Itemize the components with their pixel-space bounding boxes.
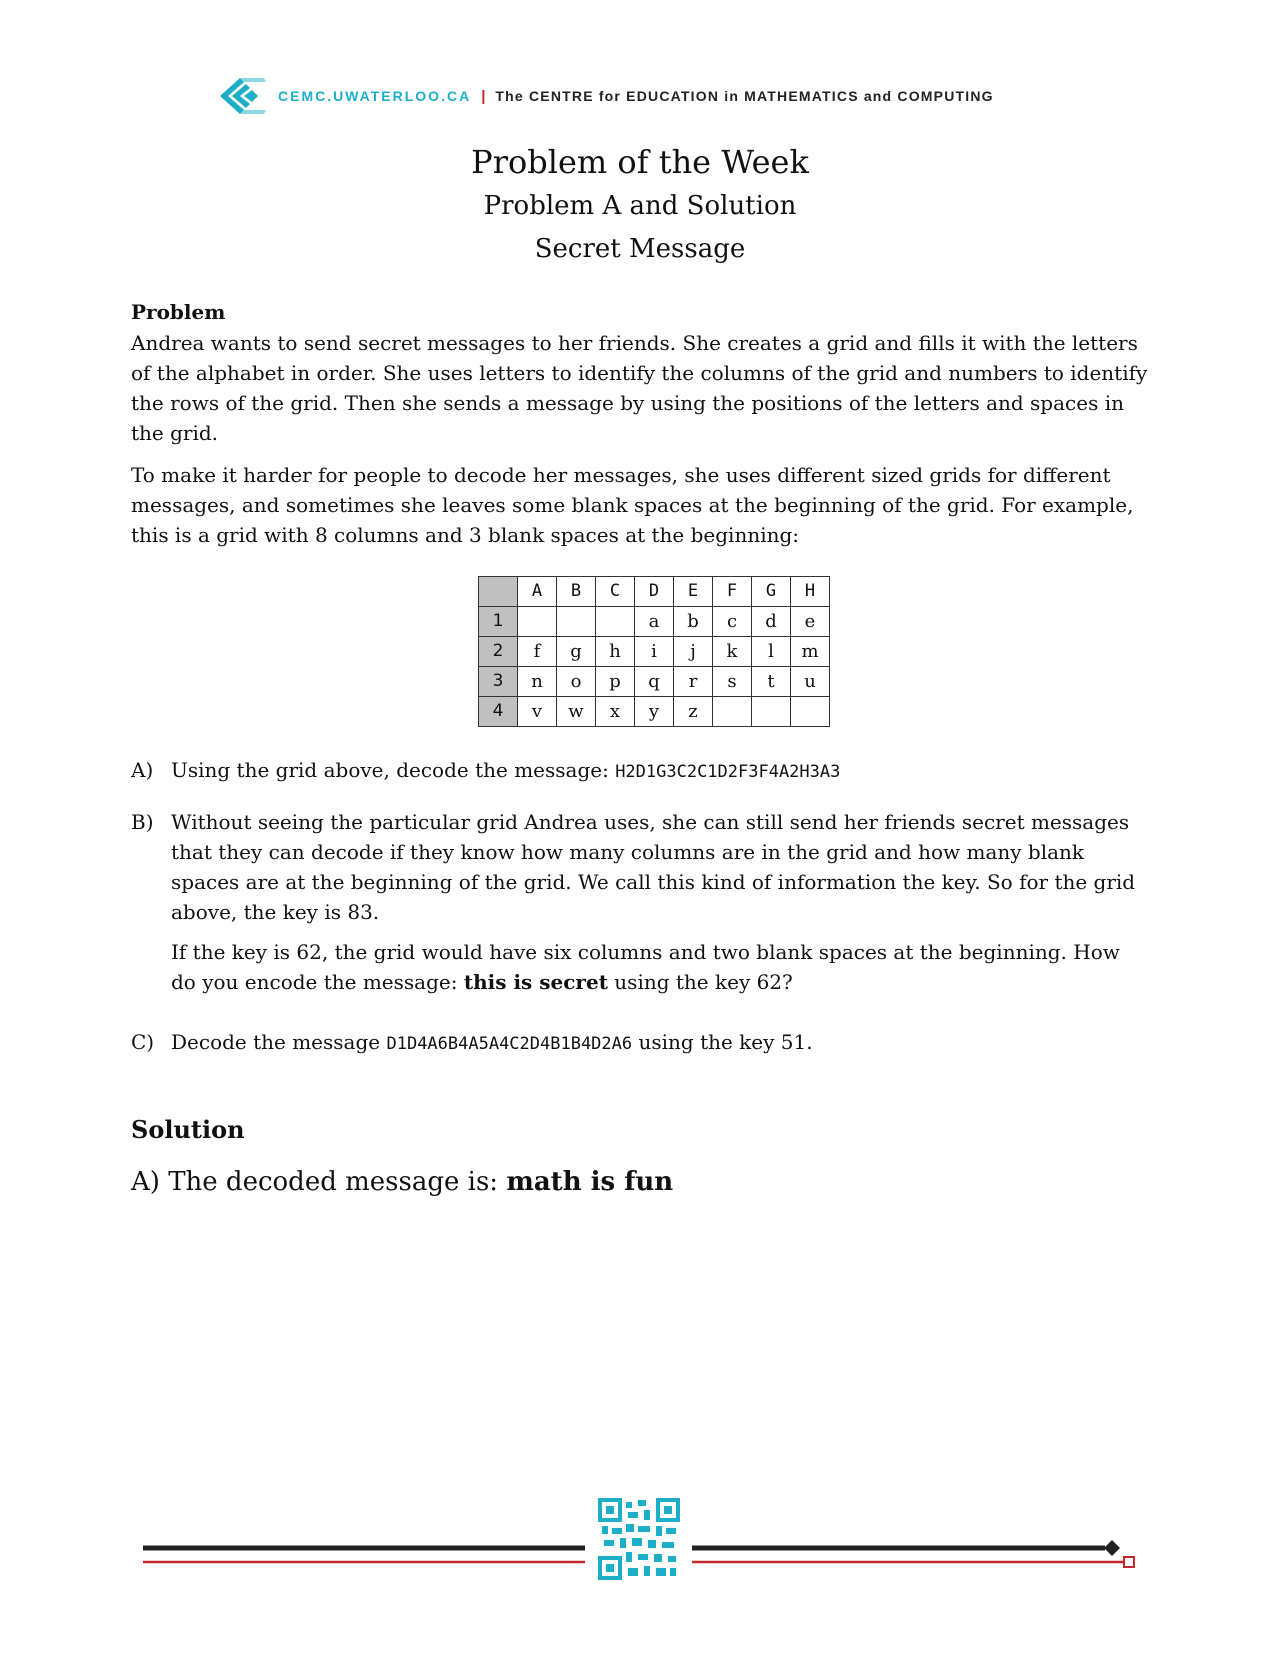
- grid-column-header: C: [596, 577, 635, 607]
- cipher-grid-container: [131, 576, 1151, 727]
- grid-column-header: G: [752, 577, 791, 607]
- question-c-prompt: Decode the message: [171, 1030, 381, 1054]
- grid-cell: h: [596, 637, 635, 667]
- question-c-text: [171, 1027, 1151, 1059]
- grid-cell: m: [791, 637, 830, 667]
- grid-cell: a: [635, 607, 674, 637]
- centre-name: The CENTRE for EDUCATION in MATHEMATICS and COMPUTING: [495, 88, 994, 104]
- footer-square-icon: [1124, 1557, 1134, 1567]
- question-c-label: C): [131, 1030, 155, 1054]
- grid-cell: s: [713, 667, 752, 697]
- solution-a-answer: math is fun: [506, 1167, 674, 1197]
- question-b-paragraph-2: [171, 937, 1151, 997]
- problem-heading: Problem: [131, 300, 226, 324]
- question-c-code: D1D4A6B4A5A4C2D4B1B4D2A6: [386, 1034, 633, 1054]
- footer-diamond-icon: [1104, 1540, 1120, 1556]
- grid-cell: o: [557, 667, 596, 697]
- grid-cell: i: [635, 637, 674, 667]
- grid-column-header: E: [674, 577, 713, 607]
- grid-cell: e: [791, 607, 830, 637]
- question-a: [131, 755, 1151, 787]
- grid-corner: [479, 577, 518, 607]
- question-b-paragraph-1: Without seeing the particular grid Andrea uses, she can still send her friends secret messages that they can decode if they know how many columns are in the grid and how many blank spaces are at the beginning of the grid. We call this kind of information the key. So for the grid above, the key is 83.: [171, 810, 1136, 924]
- grid-cell: y: [635, 697, 674, 727]
- solution-a-label: A): [131, 1167, 160, 1197]
- question-b-message: this is secret: [463, 970, 608, 994]
- question-c-prompt-end: using the key 51.: [638, 1030, 813, 1054]
- grid-cell: [752, 697, 791, 727]
- grid-cell: u: [791, 667, 830, 697]
- question-b-label: B): [131, 810, 154, 834]
- question-b: [131, 807, 1151, 1007]
- cemc-logo-icon: [218, 74, 268, 118]
- solution-heading: Solution: [131, 1115, 245, 1144]
- grid-row: [479, 637, 830, 667]
- grid-cell: d: [752, 607, 791, 637]
- grid-cell: [596, 607, 635, 637]
- title-block: [0, 140, 1280, 270]
- question-a-code: H2D1G3C2C1D2F3F4A2H3A3: [615, 762, 841, 782]
- page-title: Problem of the Week: [471, 143, 809, 181]
- grid-cell: [713, 697, 752, 727]
- grid-cell: n: [518, 667, 557, 697]
- grid-cell: r: [674, 667, 713, 697]
- grid-column-header-row: [479, 577, 830, 607]
- question-a-label: A): [131, 758, 154, 782]
- grid-cell: j: [674, 637, 713, 667]
- question-a-prompt: Using the grid above, decode the message:: [171, 758, 609, 782]
- question-c: [131, 1027, 1151, 1059]
- grid-row-header: 4: [479, 697, 518, 727]
- main-content: [131, 300, 1151, 1200]
- solution-answer-a: [131, 1164, 1151, 1200]
- grid-cell: z: [674, 697, 713, 727]
- grid-row-header: 3: [479, 667, 518, 697]
- grid-cell: b: [674, 607, 713, 637]
- grid-row: [479, 697, 830, 727]
- page-header: [218, 74, 994, 118]
- qr-code-icon: [598, 1498, 680, 1580]
- grid-cell: l: [752, 637, 791, 667]
- grid-cell: c: [713, 607, 752, 637]
- problem-paragraph-2: To make it harder for people to decode her messages, she uses different sized grids for different messages, and sometimes she leaves some blank spaces at the beginning of the grid. For example, this is a grid with 8 columns and 3 blank spaces at the beginning:: [131, 463, 1134, 547]
- question-b-prompt: If the key is 62, the grid would have six columns and two blank spaces at the beginning. How do you encode the message:: [171, 940, 1120, 994]
- header-separator: |: [481, 87, 486, 105]
- grid-cell: x: [596, 697, 635, 727]
- grid-cell: p: [596, 667, 635, 697]
- question-b-prompt-end: using the key 62?: [614, 970, 793, 994]
- grid-cell: [557, 607, 596, 637]
- grid-row: [479, 607, 830, 637]
- grid-column-header: B: [557, 577, 596, 607]
- grid-row-header: 1: [479, 607, 518, 637]
- grid-cell: g: [557, 637, 596, 667]
- page-subtitle: Problem A and Solution: [483, 191, 797, 221]
- page-footer: [0, 1490, 1280, 1610]
- grid-column-header: D: [635, 577, 674, 607]
- grid-cell: w: [557, 697, 596, 727]
- problem-topic: Secret Message: [534, 234, 746, 264]
- grid-column-header: H: [791, 577, 830, 607]
- grid-row-header: 2: [479, 637, 518, 667]
- grid-cell: f: [518, 637, 557, 667]
- grid-cell: k: [713, 637, 752, 667]
- problem-paragraph-1: Andrea wants to send secret messages to her friends. She creates a grid and fills it with the letters of the alphabet in order. She uses letters to identify the columns of the grid and numbers to identify the rows of the grid. Then she sends a message by using the positions of the letters and spaces in the grid.: [131, 331, 1148, 445]
- grid-column-header: A: [518, 577, 557, 607]
- cipher-grid: [478, 576, 830, 727]
- grid-column-header: F: [713, 577, 752, 607]
- grid-row: [479, 667, 830, 697]
- grid-cell: v: [518, 697, 557, 727]
- grid-cell: [518, 607, 557, 637]
- site-link[interactable]: CEMC.UWATERLOO.CA: [278, 88, 472, 104]
- grid-cell: t: [752, 667, 791, 697]
- question-b-text: [171, 807, 1151, 1007]
- grid-cell: [791, 697, 830, 727]
- question-a-text: [171, 755, 1151, 787]
- solution-a-text: The decoded message is:: [168, 1167, 499, 1197]
- grid-cell: q: [635, 667, 674, 697]
